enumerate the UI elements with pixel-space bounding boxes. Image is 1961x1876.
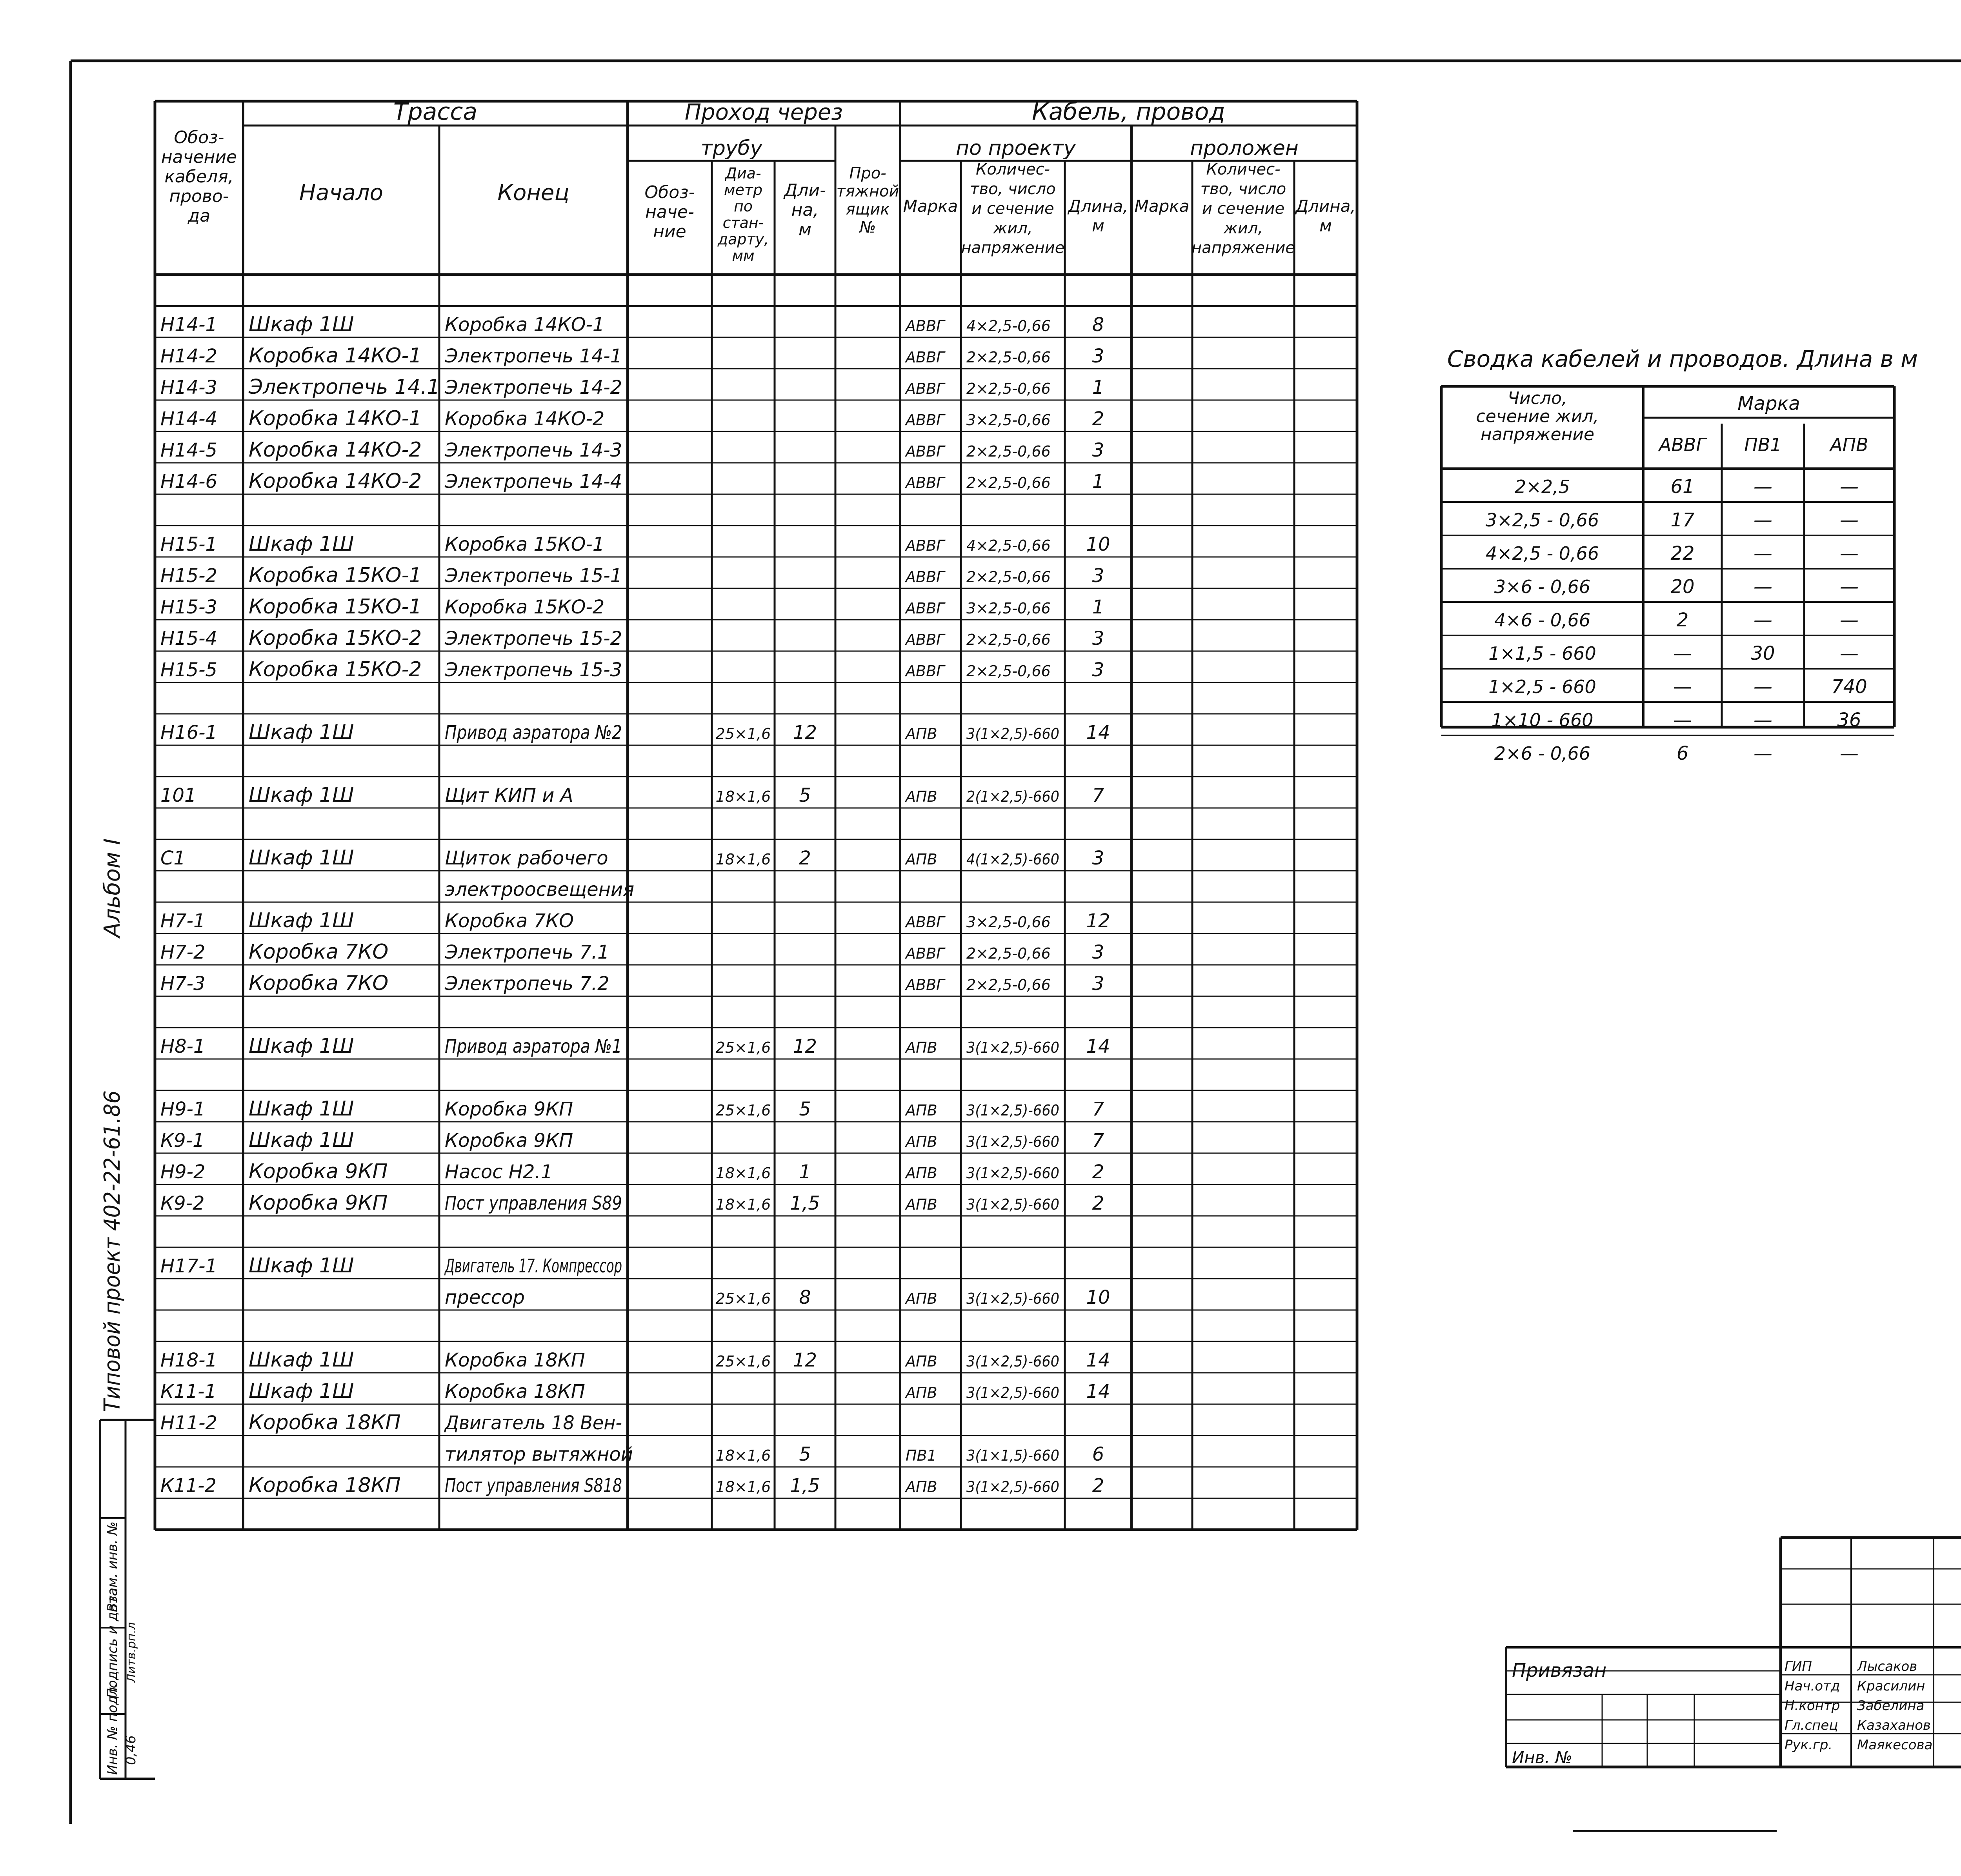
cell-length: 3 [1092,628,1104,650]
cell-length: 14 [1086,1349,1110,1371]
cell-count: 2×2,5-0,66 [966,568,1051,586]
staff-name: Красилин [1857,1678,1925,1694]
cell-end: Коробка 14КО-2 [445,408,605,430]
cable-summary-mark: ПВ1 [1744,434,1782,455]
cell-mark: АВВГ [906,662,945,680]
cell-count: 3(1×2,5)-660 [966,1384,1059,1401]
cell-pipe-diameter: 18×1,6 [715,1447,771,1464]
cable-summary-value: — [1754,576,1772,598]
header-pipe-diameter: мм [732,247,755,264]
cable-summary-value: — [1754,476,1772,498]
cell-start: Шкаф 1Ш [249,1128,354,1152]
cell-length: 8 [1092,314,1104,336]
cell-pipe-length: 5 [799,1443,811,1465]
cell-end: Двигатель 18 Вен- [444,1412,622,1434]
cable-summary-value: 36 [1837,709,1861,731]
cell-count: 2×2,5-0,66 [966,631,1051,648]
cable-summary-value: — [1673,709,1692,731]
header-pipe-diameter: метр [724,181,763,198]
cell-count: 2(1×2,5)-660 [966,788,1059,805]
cell-end: Электропечь 15-3 [445,659,622,681]
cell-end: Двигатель 17. Компрессор [444,1255,622,1277]
cell-pipe-diameter: 18×1,6 [715,1196,771,1213]
side-stamp-label: Взам. инв. № [105,1521,120,1612]
cell-count: 3×2,5-0,66 [966,913,1051,931]
cell-end: Коробка 15КО-2 [445,596,605,618]
header-pipes: трубу [700,136,762,160]
cell-pipe-diameter: 25×1,6 [715,1353,771,1370]
cell-mark: АПВ [906,788,937,805]
staff-role: Рук.гр. [1785,1737,1833,1753]
cell-mark: АПВ [906,1196,937,1213]
cell-end: электроосвещения [445,879,635,901]
cell-start: Коробка 7КО [249,972,389,995]
cell-end: Электропечь 15-2 [445,628,622,650]
cell-start: Шкаф 1Ш [249,783,354,807]
cell-start: Шкаф 1Ш [249,1254,354,1277]
cell-end: Пост управления S818 [445,1475,622,1497]
cell-count: 3(1×1,5)-660 [966,1447,1059,1464]
cell-end: Коробка 18КП [445,1349,585,1371]
cable-summary-table [1441,346,1918,764]
header-pipe-length: Дли- [784,180,826,200]
header-pipe-length: м [798,220,812,240]
cell-pipe-length: 12 [793,1035,817,1057]
cell-length: 3 [1092,941,1104,963]
header-pipe-diameter: Диа- [725,165,761,182]
cell-length: 3 [1092,973,1104,995]
header-box: Про- [849,164,886,182]
cell-start: Шкаф 1Ш [249,1379,354,1403]
cell-end: Пост управления S89 [445,1192,622,1214]
header-designation: да [187,206,211,226]
cell-count: 3×2,5-0,66 [966,411,1051,429]
cell-pipe-diameter: 25×1,6 [715,1039,771,1056]
cell-designation: К11-1 [160,1381,217,1403]
cell-designation: 101 [160,784,196,806]
cable-summary-value: — [1754,609,1772,631]
header-pipe-designation: Обоз- [644,182,695,202]
cell-length: 1 [1092,471,1104,493]
cell-start: Коробка 7КО [249,940,389,964]
cell-mark: АПВ [906,1478,937,1496]
cell-designation: Н15-1 [160,533,218,555]
cell-end: Щит КИП и А [445,784,573,806]
cell-start: Шкаф 1Ш [249,909,354,932]
header-length-laid: Длина, [1295,197,1356,216]
side-stamp-label: Инв. № подл. [105,1683,120,1775]
cell-mark: АПВ [906,1165,937,1182]
cable-summary-value: 20 [1670,576,1695,598]
project-label: Типовой проект 402-22-61.86 [100,1072,125,1412]
header-length: м [1092,216,1104,235]
cell-length: 2 [1092,1192,1104,1214]
header-designation: начение [161,147,237,167]
cell-start: Коробка 9КП [249,1160,388,1183]
staff-role: Н.контр [1785,1698,1840,1714]
cell-end: Электропечь 7.1 [445,941,609,963]
album-label: Альбом I [100,838,125,937]
header-pipe-length: на, [791,200,819,220]
cable-summary-mark: АПВ [1830,434,1868,455]
cable-summary-value: 2 [1676,609,1689,631]
header-pipe-diameter: дарту, [717,231,769,248]
cell-count: 2×2,5-0,66 [966,474,1051,491]
cell-count: 3(1×2,5)-660 [966,1353,1059,1370]
header-designation: кабеля, [164,167,234,187]
cell-pipe-length: 2 [799,847,811,869]
cell-mark: АВВГ [906,537,945,554]
cell-length: 3 [1092,847,1104,869]
cell-end: Щиток рабочего [445,847,608,869]
cable-summary-value: — [1840,576,1859,598]
cable-summary-value: — [1754,676,1772,698]
header-count: жил, [993,219,1033,237]
cell-designation: Н16-1 [160,722,218,744]
cell-pipe-diameter: 25×1,6 [715,1290,771,1307]
cable-journal-table [155,98,1357,1530]
header-route: Трасса [393,98,478,126]
cell-length: 7 [1092,1130,1104,1152]
cable-summary-header-spec: Число, [1508,388,1567,408]
cell-start: Коробка 18КП [249,1411,401,1434]
cell-designation: Н15-3 [160,596,218,618]
side-stamp-value: 0,46 [123,1735,139,1765]
header-cable: Кабель, провод [1032,98,1225,126]
header-count-laid: напряжение [1192,239,1295,257]
cell-start: Шкаф 1Ш [249,1034,354,1058]
cable-summary-spec: 1×10 - 660 [1491,710,1594,731]
cable-summary-spec: 2×6 - 0,66 [1494,743,1591,764]
cell-mark: АВВГ [906,411,945,429]
cell-end: Электропечь 14-4 [445,471,622,493]
cell-end: Электропечь 14-1 [445,345,622,367]
cell-mark: АВВГ [906,600,945,617]
cell-designation: Н11-2 [160,1412,218,1434]
cable-summary-value: — [1673,642,1692,664]
cable-summary-value: 740 [1831,676,1867,698]
cell-count: 4(1×2,5)-660 [966,851,1059,868]
cell-count: 2×2,5-0,66 [966,945,1051,962]
cable-summary-title: Сводка кабелей и проводов. Длина в м [1447,346,1918,372]
cell-designation: Н7-3 [160,973,206,995]
cell-mark: АПВ [906,1133,937,1150]
cable-summary-spec: 4×2,5 - 0,66 [1485,543,1599,564]
cell-count: 3(1×2,5)-660 [966,725,1059,742]
cell-designation: Н17-1 [160,1255,218,1277]
cable-summary-value: 6 [1676,742,1689,764]
cell-end: Электропечь 7.2 [445,973,609,995]
header-length-laid: м [1319,216,1332,235]
cable-summary-value: — [1754,709,1772,731]
cell-mark: АВВГ [906,945,945,962]
cable-summary-value: — [1840,742,1859,764]
cell-pipe-length: 5 [799,1098,811,1120]
cable-summary-spec: 1×2,5 - 660 [1488,676,1596,697]
staff-name: Лысаков [1857,1659,1917,1674]
cell-designation: Н15-5 [160,659,218,681]
cell-mark: АВВГ [906,568,945,586]
cell-end: тилятор вытяжной [445,1443,633,1465]
cell-designation: Н15-2 [160,565,218,587]
cell-pipe-length: 1,5 [790,1192,820,1214]
header-box: тяжной [836,182,899,200]
cell-designation: Н14-2 [160,345,218,367]
cable-summary-mark: АВВГ [1659,434,1706,455]
cell-mark: АВВГ [906,631,945,648]
header-start: Начало [299,180,383,206]
cable-summary-value: — [1840,476,1859,498]
cell-start: Коробка 15КО-1 [249,595,422,619]
header-box: № [859,218,876,237]
cell-mark: АВВГ [906,443,945,460]
cell-count: 3(1×2,5)-660 [966,1196,1059,1213]
header-mark-laid: Марка [1134,197,1190,216]
cell-pipe-length: 12 [793,1349,817,1371]
cable-summary-header-mark: Марка [1737,393,1800,415]
cell-start: Коробка 15КО-2 [249,626,422,650]
staff-role: Гл.спец [1785,1718,1838,1733]
cell-mark: АВВГ [906,913,945,931]
cell-length: 2 [1092,408,1104,430]
cell-designation: К9-2 [160,1192,205,1214]
cell-count: 3(1×2,5)-660 [966,1165,1059,1182]
cell-length: 1 [1092,377,1104,398]
cell-length: 3 [1092,439,1104,461]
cell-pipe-diameter: 25×1,6 [715,725,771,742]
header-passage: Проход через [684,100,843,125]
cell-designation: Н18-1 [160,1349,218,1371]
cable-summary-value: — [1840,542,1859,564]
cell-count: 2×2,5-0,66 [966,976,1051,993]
cell-start: Шкаф 1Ш [249,846,354,870]
cell-count: 4×2,5-0,66 [966,537,1051,554]
cell-mark: АПВ [906,725,937,742]
cell-mark: АВВГ [906,474,945,491]
cell-count: 2×2,5-0,66 [966,349,1051,366]
cell-mark: АВВГ [906,349,945,366]
cell-pipe-diameter: 18×1,6 [715,1478,771,1496]
cell-start: Коробка 14КО-1 [249,344,422,368]
cable-summary-value: 30 [1751,642,1775,664]
cell-designation: Н15-4 [160,628,218,650]
cable-summary-spec: 1×1,5 - 660 [1488,643,1596,664]
cell-end: Привод аэратора №2 [445,722,622,744]
cell-count: 2×2,5-0,66 [966,443,1051,460]
cell-count: 3(1×2,5)-660 [966,1102,1059,1119]
cell-length: 7 [1092,1098,1104,1120]
cell-end: Коробка 7КО [445,910,574,932]
cell-designation: Н14-4 [160,408,218,430]
cell-mark: АПВ [906,1384,937,1401]
cell-length: 2 [1092,1475,1104,1497]
cable-summary-value: 61 [1670,476,1695,498]
header-count: тво, число [970,180,1056,198]
cell-length: 3 [1092,345,1104,367]
cell-mark: АПВ [906,1039,937,1056]
side-stamp [100,839,155,1779]
cell-end: Привод аэратора №1 [445,1035,622,1057]
cell-designation: Н14-5 [160,439,218,461]
header-pipe-designation: ние [653,222,686,242]
cell-designation: Н14-1 [160,314,218,336]
header-count: напряжение [961,239,1065,257]
cell-end: Коробка 14КО-1 [445,314,605,336]
cable-summary-value: 22 [1670,542,1695,564]
header-designation: Обоз- [174,127,224,147]
cell-designation: С1 [160,847,186,869]
side-stamp-label: Подпись и дата [105,1588,120,1698]
cell-designation: К9-1 [160,1130,205,1152]
cell-end: Насос Н2.1 [445,1161,553,1183]
cell-end: Коробка 9КП [445,1098,573,1120]
cable-summary-spec: 4×6 - 0,66 [1494,610,1591,631]
cell-end: Электропечь 15-1 [445,565,622,587]
cell-length: 10 [1086,1286,1110,1308]
cell-designation: Н14-3 [160,377,218,398]
cell-start: Шкаф 1Ш [249,1097,354,1121]
cell-mark: АПВ [906,1290,937,1307]
header-count-laid: и сечение [1202,200,1285,218]
cable-summary-value: 17 [1670,509,1695,531]
inventory-label: Инв. № [1512,1748,1573,1767]
cell-mark: АВВГ [906,317,945,335]
cable-summary-value: — [1840,509,1859,531]
staff-name: Забелина [1857,1698,1925,1714]
cell-pipe-diameter: 18×1,6 [715,851,771,868]
cell-designation: Н9-1 [160,1098,206,1120]
cell-pipe-diameter: 18×1,6 [715,788,771,805]
cell-end: Коробка 9КП [445,1130,573,1152]
cell-pipe-diameter: 18×1,6 [715,1165,771,1182]
cell-start: Коробка 9КП [249,1191,388,1215]
cable-summary-header-spec: напряжение [1480,424,1595,444]
cell-pipe-diameter: 25×1,6 [715,1102,771,1119]
header-pipe-diameter: стан- [722,214,764,231]
cell-length: 3 [1092,659,1104,681]
cable-summary-value: — [1754,742,1772,764]
cell-designation: Н7-2 [160,941,206,963]
header-pipe-designation: наче- [645,202,694,222]
cell-length: 12 [1086,910,1110,932]
header-box: ящик [846,200,890,218]
cell-end: Коробка 18КП [445,1381,585,1403]
staff-name: Казаханов [1857,1718,1931,1733]
cable-summary-spec: 3×2,5 - 0,66 [1485,509,1599,531]
cell-count: 2×2,5-0,66 [966,662,1051,680]
cable-summary-value: — [1840,642,1859,664]
cell-length: 1 [1092,596,1104,618]
cell-start: Коробка 18КП [249,1474,401,1497]
cell-length: 7 [1092,784,1104,806]
cell-count: 4×2,5-0,66 [966,317,1051,335]
cell-length: 14 [1086,722,1110,744]
cell-start: Коробка 14КО-2 [249,438,422,462]
cell-count: 3(1×2,5)-660 [966,1039,1059,1056]
header-end: Конец [497,180,569,206]
cable-summary-spec: 2×2,5 [1515,476,1570,497]
cell-designation: Н14-6 [160,471,218,493]
cell-end: Коробка 15КО-1 [445,533,605,555]
staff-role: ГИП [1785,1659,1812,1674]
cell-end: Электропечь 14-3 [445,439,622,461]
cell-start: Шкаф 1Ш [249,313,354,336]
cell-pipe-length: 8 [799,1286,811,1308]
cable-summary-spec: 3×6 - 0,66 [1494,576,1591,597]
staff-name: Маякесова [1857,1737,1933,1753]
cell-start: Шкаф 1Ш [249,721,354,744]
cell-count: 3×2,5-0,66 [966,600,1051,617]
header-pipe-diameter: по [733,198,753,215]
cell-end: прессор [445,1286,525,1308]
cell-count: 3(1×2,5)-660 [966,1133,1059,1150]
cell-length: 14 [1086,1381,1110,1403]
cell-mark: ПВ1 [906,1447,937,1464]
cable-summary-header-spec: сечение жил, [1476,406,1599,426]
cell-designation: Н7-1 [160,910,206,932]
cell-pipe-length: 12 [793,722,817,744]
cell-mark: АВВГ [906,976,945,993]
side-stamp-value: Литв.рп.л [125,1622,138,1683]
staff-role: Нач.отд [1785,1678,1840,1694]
cell-mark: АПВ [906,1353,937,1370]
header-designation: прово- [169,186,229,206]
attached-label: Привязан [1512,1659,1607,1681]
cell-length: 3 [1092,565,1104,587]
cell-designation: К11-2 [160,1475,217,1497]
cell-mark: АПВ [906,1102,937,1119]
cell-start: Шкаф 1Ш [249,1348,354,1372]
cable-summary-value: — [1840,609,1859,631]
cell-pipe-length: 1,5 [790,1475,820,1497]
cell-count: 3(1×2,5)-660 [966,1290,1059,1307]
header-count-laid: Количес- [1206,160,1281,178]
cell-designation: Н9-2 [160,1161,206,1183]
cell-end: Электропечь 14-2 [445,377,622,398]
header-count: и сечение [971,200,1054,218]
cell-length: 2 [1092,1161,1104,1183]
header-count-laid: жил, [1223,219,1263,237]
title-block [1506,1538,1961,1831]
cell-start: Коробка 14КО-1 [249,407,422,430]
cell-pipe-length: 1 [799,1161,811,1183]
cell-start: Коробка 15КО-2 [249,658,422,681]
header-count-laid: тво, число [1200,180,1286,198]
cell-start: Коробка 14КО-2 [249,469,422,493]
header-count: Количес- [975,160,1050,178]
cell-length: 10 [1086,533,1110,555]
cell-mark: АВВГ [906,380,945,397]
cell-length: 14 [1086,1035,1110,1057]
header-length: Длина, [1068,197,1128,216]
cell-length: 6 [1092,1443,1104,1465]
cell-pipe-length: 5 [799,784,811,806]
cable-summary-value: — [1754,542,1772,564]
cell-mark: АПВ [906,851,937,868]
cable-summary-value: — [1673,676,1692,698]
cell-designation: Н8-1 [160,1035,206,1057]
cell-start: Шкаф 1Ш [249,532,354,556]
header-by-project: по проекту [956,136,1076,160]
cable-summary-value: — [1754,509,1772,531]
cell-count: 2×2,5-0,66 [966,380,1051,397]
cell-start: Электропечь 14.1 [249,375,440,399]
cell-count: 3(1×2,5)-660 [966,1478,1059,1496]
cell-start: Коробка 15КО-1 [249,564,422,587]
header-mark: Марка [903,197,958,216]
header-laid: проложен [1190,136,1299,160]
